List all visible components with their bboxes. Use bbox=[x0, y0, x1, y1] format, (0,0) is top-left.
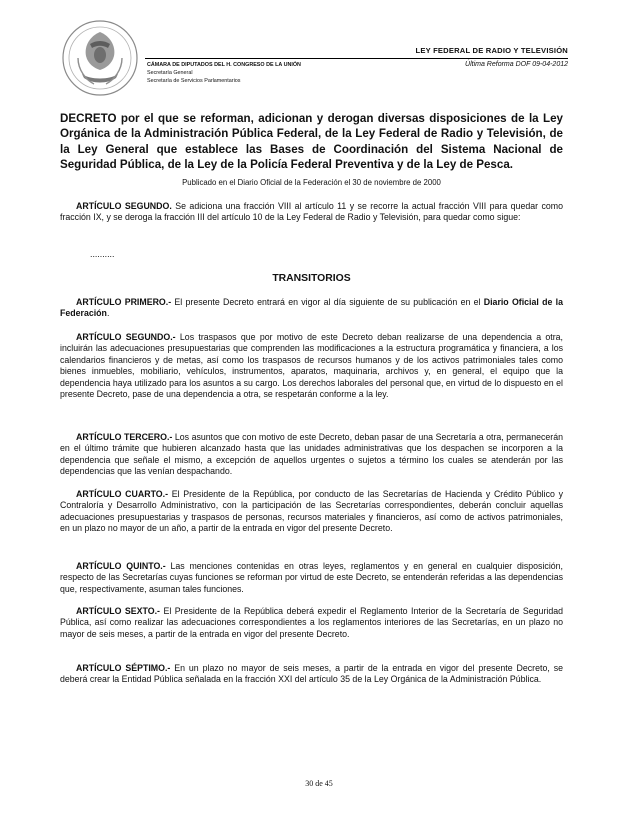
article-lead: ARTÍCULO SEGUNDO. bbox=[76, 201, 172, 211]
article-text: Las menciones contenidas en otras leyes, reglamentos y en general en cualquier disposición, respecto de las Secretarías cuyas funciones se reforman por virtud de este Decreto, se entenderán referidas a las dependencias que, respectivamente, asuman tales funciones. bbox=[60, 561, 563, 594]
chamber-name: CÁMARA DE DIPUTADOS DEL H. CONGRESO DE LA UNIÓN bbox=[147, 62, 301, 68]
transitorio-sexto bbox=[60, 606, 563, 640]
article-lead: ARTÍCULO SEGUNDO.- bbox=[76, 332, 176, 342]
article-text: Los traspasos que por motivo de este Decreto deban realizarse de una dependencia a otra, incluirán las adecuaciones presupuestarias que comprenden las modificaciones a la estructura programática y financiera, a los calendarios financieros y de metas, así como los traspasos de recursos humanos y de los activos patrimoniales tales como bienes inmuebles, mobiliario, vehículos, instrumentos, aparatos, maquinaria, archivos y, en general, el equipo que la dependencia haya utilizado para los asuntos a su cargo. Los derechos laborales del personal que, en virtud de lo dispuesto en el presente Decreto, pase de una dependencia a otra, se respetarán conforme a la ley. bbox=[60, 332, 563, 400]
page-number: 30 de 45 bbox=[305, 779, 333, 788]
last-reform-date: Última Reforma DOF 09-04-2012 bbox=[465, 61, 568, 68]
coat-of-arms-seal-icon bbox=[60, 18, 140, 98]
decree-title: DECRETO por el que se reforman, adicionan y derogan diversas disposiciones de la Ley Orgánica de la Administración Pública Federal, de la Ley Federal de Radio y Televisión, de la Ley General que establece las Bases de Coordinación del Sistema Nacional de Seguridad Pública, de la Ley de la Policía Federal Preventiva y de la Ley de Pesca. bbox=[60, 112, 563, 171]
omission-marker: .......... bbox=[90, 249, 115, 259]
article-text: El presente Decreto entrará en vigor al día siguiente de su publicación en el bbox=[171, 297, 484, 307]
transitorio-quinto bbox=[60, 561, 563, 595]
transitorio-septimo bbox=[60, 663, 563, 686]
article-lead: ARTÍCULO SÉPTIMO.- bbox=[76, 663, 171, 673]
services-name: Secretaría de Servicios Parlamentarios bbox=[147, 78, 241, 84]
article-lead: ARTÍCULO TERCERO.- bbox=[76, 432, 173, 442]
article-segundo-reform bbox=[60, 201, 563, 224]
transitorio-tercero bbox=[60, 432, 563, 478]
gazette-name: Diario Oficial de la Federación bbox=[60, 297, 563, 319]
transitorio-primero bbox=[60, 297, 563, 320]
article-lead: ARTÍCULO PRIMERO.- bbox=[76, 297, 172, 307]
article-text: En un plazo no mayor de seis meses, a partir de la entrada en vigor del presente Decreto, se deberá crear la Entidad Pública señalada en la fracción XXI del artículo 35 de la Ley Orgánica de la Administración Pública. bbox=[60, 663, 563, 685]
article-text: El Presidente de la República deberá expedir el Reglamento Interior de la Secretaría de Seguridad Pública, así como realizar las adecuaciones correspondientes a los reglamentos interiores de las Secretarías, en un plazo no mayor de seis meses, a partir de la entrada en vigor del presente Decreto. bbox=[60, 606, 564, 639]
article-lead: ARTÍCULO SEXTO.- bbox=[76, 606, 160, 616]
publication-note: Publicado en el Diario Oficial de la Federación el 30 de noviembre de 2000 bbox=[182, 178, 441, 187]
article-lead: ARTÍCULO QUINTO.- bbox=[76, 561, 166, 571]
transitorio-segundo bbox=[60, 332, 563, 400]
article-text: Se adiciona una fracción VIII al artículo 11 y se recorre la actual fracción VIII para quedar como fracción IX, y se deroga la fracción III del artículo 10 de la Ley Federal de Radio y Televisión, para quedar como sigue: bbox=[60, 201, 564, 223]
transitorios-heading: TRANSITORIOS bbox=[272, 273, 351, 284]
law-title: LEY FEDERAL DE RADIO Y TELEVISIÓN bbox=[415, 46, 568, 55]
secretariat-name: Secretaría General bbox=[147, 70, 193, 76]
transitorio-cuarto bbox=[60, 489, 563, 535]
article-lead: ARTÍCULO CUARTO.- bbox=[76, 489, 169, 499]
issuer-block bbox=[147, 61, 301, 85]
article-end: . bbox=[106, 308, 110, 319]
header-rule bbox=[145, 58, 568, 59]
article-text: Los asuntos que con motivo de este Decreto, deban pasar de una Secretaría a otra, permanecerán en el último trámite que hubieren alcanzado hasta que las unidades administrativas que los despachen se incorporen a la dependencia que señale el mismo, a excepción de aquellos urgentes o sujetos a término los cuales se atenderán por las dependencias que las venían despachando. bbox=[60, 432, 563, 477]
article-text: El Presidente de la República, por conducto de las Secretarías de Hacienda y Crédito Público y Contraloría y Desarrollo Administrativo, con la participación de las Secretarías correspondientes, deberán concluir aquellas adecuaciones presupuestarias y traspasos de personas, recursos materiales y financieros, así como de activos patrimoniales, en un plazo no mayor de un año, a partir de la entrada en vigor del presente Decreto. bbox=[60, 489, 563, 534]
